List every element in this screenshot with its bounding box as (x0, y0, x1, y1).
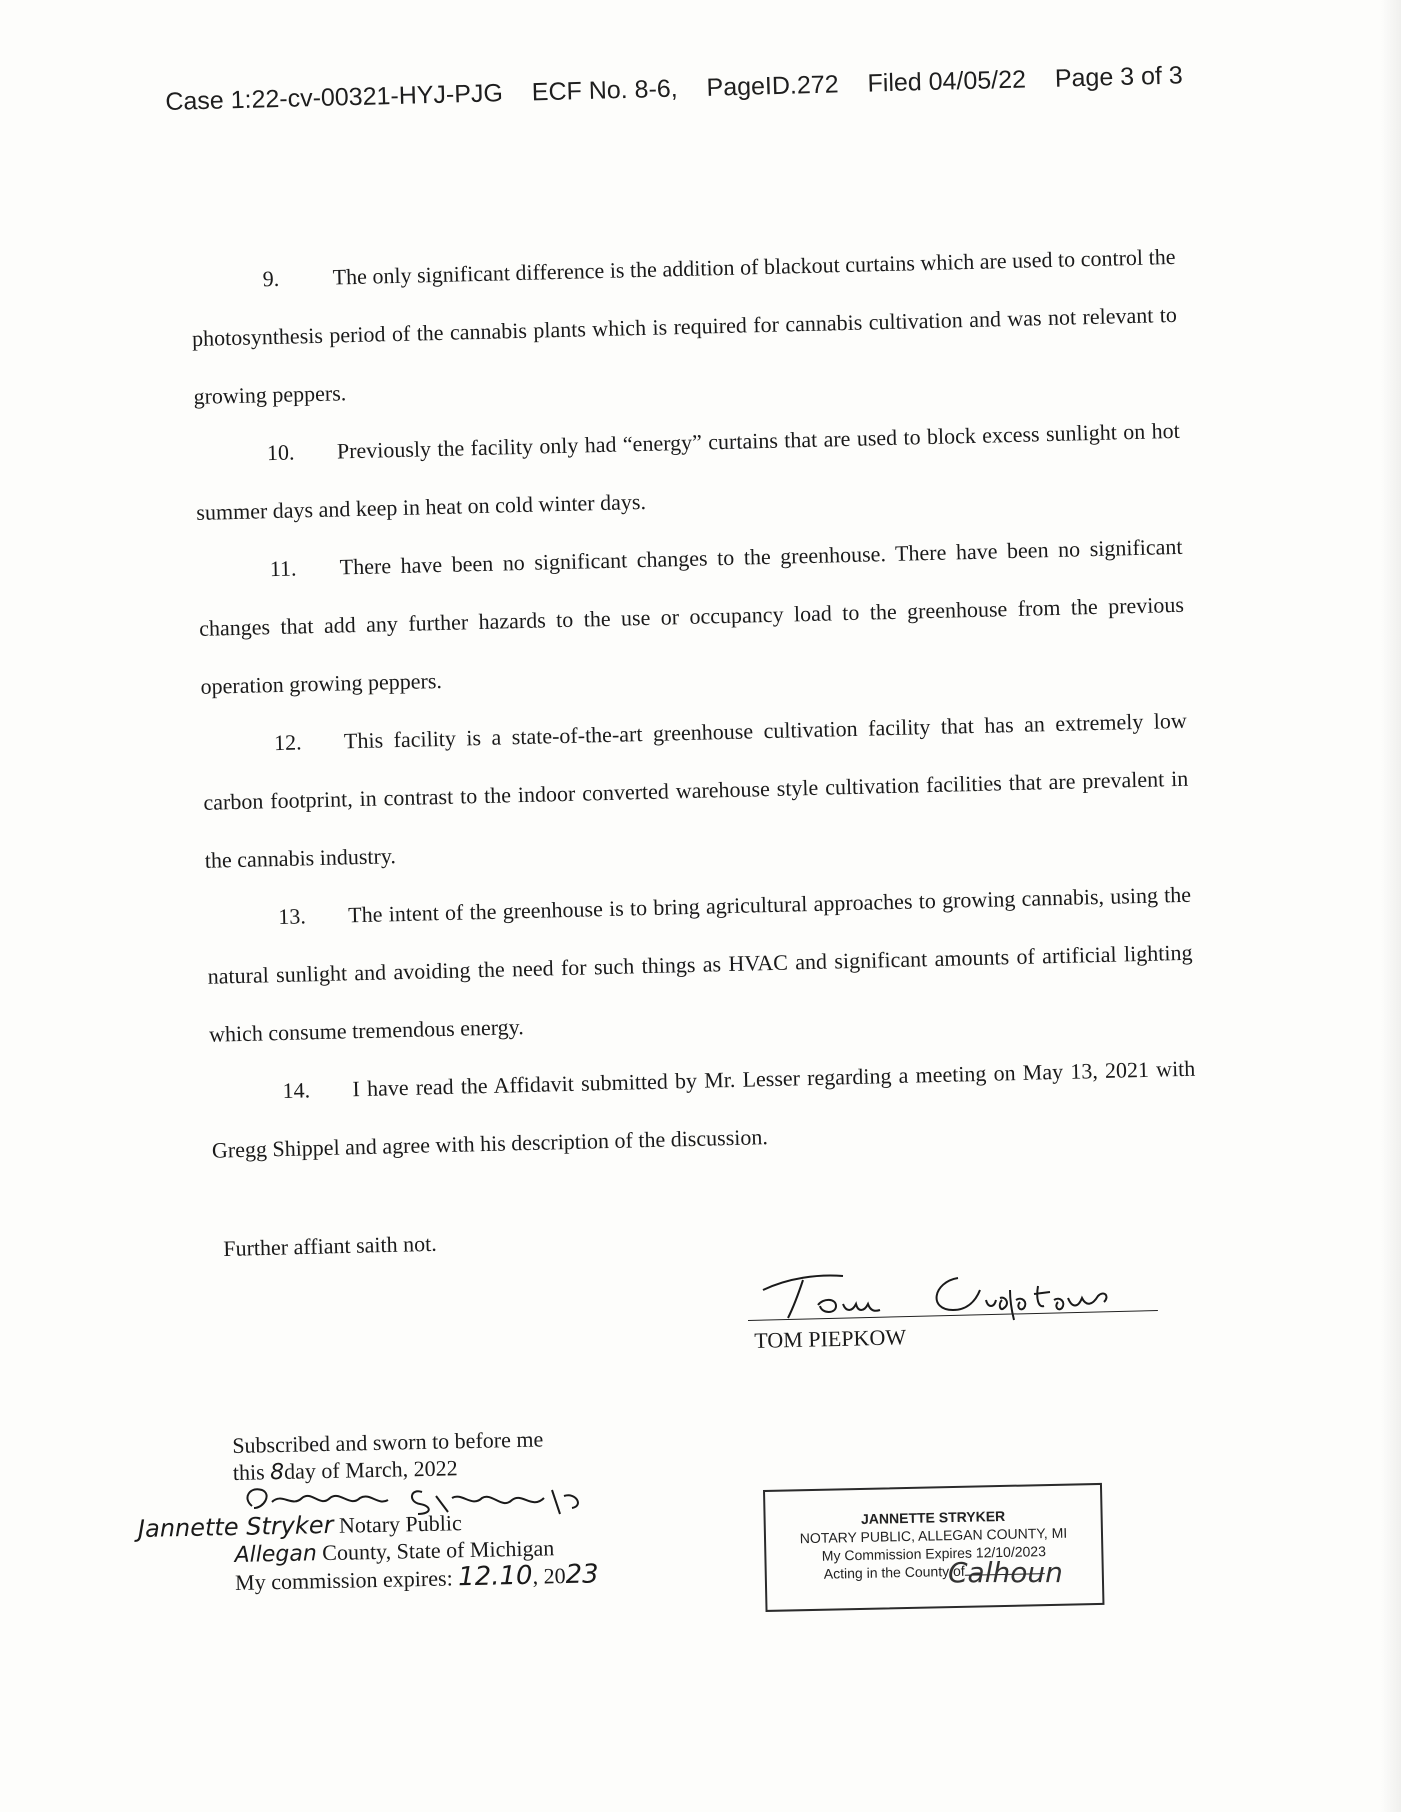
ecf-number: ECF No. 8-6, (531, 74, 679, 107)
filed-date: Filed 04/05/22 (867, 65, 1027, 98)
case-number: Case 1:22-cv-00321-HYJ-PJG (165, 79, 504, 116)
paragraph-number: 10. (266, 439, 295, 466)
jurat-day-of: day of March, 2022 (283, 1455, 458, 1484)
paragraph-text: The only significant difference is the addition of blackout curtains which are used to control the photosynthesis period of the cannabis plants which is required for cannabis cultivation and was not relevant to growing peppers. (191, 243, 1178, 409)
stamp-title: NOTARY PUBLIC, ALLEGAN COUNTY, MI (799, 1524, 1068, 1547)
notary-signature-image (232, 1478, 632, 1518)
paragraph-14 (210, 1040, 1198, 1180)
expires-year-handwritten: 23 (565, 1559, 599, 1591)
affiant-printed-name: TOM PIEPKOW (754, 1324, 907, 1353)
paragraph-text: There have been no significant changes to the greenhouse. There have been no significant changes that add any further hazards to the use or occupancy load to the greenhouse from the previous operation growing peppers. (198, 533, 1185, 699)
expires-label: My commission expires: (234, 1565, 453, 1595)
jurat-line-1: Subscribed and sworn to before me (232, 1426, 544, 1458)
stamp-expires: My Commission Expires 12/10/2023 (821, 1543, 1047, 1564)
paragraph-text: I have read the Affidavit submitted by Mr. Lesser regarding a meeting on May 13, 2021 with Gregg Shippel and agree with his description of the discussion. (211, 1055, 1196, 1163)
page-id: PageID.272 (706, 70, 839, 102)
stamp-acting: Acting in the County of (767, 1559, 1102, 1584)
county-handwritten: Allegan (234, 1541, 318, 1568)
expires-year-prefix: , 20 (532, 1563, 566, 1589)
paragraph-number: 11. (269, 555, 297, 582)
paragraph-number: 13. (277, 903, 307, 930)
affiant-signature-image (748, 1260, 1168, 1330)
affiant-signature-block (748, 1260, 1168, 1360)
page-count: Page 3 of 3 (1054, 61, 1184, 93)
notary-printed-handwritten: Jannette Stryker (137, 1510, 334, 1543)
jurat-this: this (232, 1459, 265, 1485)
paragraph-11 (197, 518, 1186, 716)
paragraph-text: Previously the facility only had “energy” curtains that are used to block excess sunlight on hot summer days and keep in heat on cold winter days. (196, 417, 1180, 525)
closing-statement: Further affiant saith not. (223, 1230, 437, 1261)
paragraph-12 (201, 692, 1190, 890)
paragraph-9 (190, 228, 1179, 426)
scan-edge-shadow (1381, 0, 1401, 1812)
jurat-day-handwritten: 8 (269, 1459, 285, 1486)
affidavit-body (190, 228, 1197, 1180)
court-filing-header (165, 61, 1205, 117)
stamp-name: JANNETTE STRYKER (860, 1507, 1006, 1527)
county-suffix: County, State of Michigan (321, 1535, 555, 1566)
notary-stamp (763, 1483, 1104, 1612)
paragraph-number: 12. (273, 729, 302, 756)
paragraph-text: The intent of the greenhouse is to bring agricultural approaches to growing cannabis, using the natural sunlight and avoiding the need for such things as HVAC and significant amounts of artificial lighting which consume tremendous energy. (207, 881, 1193, 1047)
expires-month-day: 12.10 (457, 1560, 533, 1593)
paragraph-number: 14. (282, 1077, 311, 1103)
paragraph-text: This facility is a state-of-the-art greenhouse cultivation facility that has an extremely low carbon footprint, in contrast to the indoor converted warehouse style cultivation facilities that are prevalent in the cannabis industry. (203, 707, 1189, 873)
paragraph-number: 9. (262, 265, 280, 292)
paragraph-13 (206, 866, 1195, 1064)
notary-public-label: Notary Public (338, 1510, 462, 1538)
stamp-acting-county-handwritten: Calhoun (948, 1556, 1063, 1589)
